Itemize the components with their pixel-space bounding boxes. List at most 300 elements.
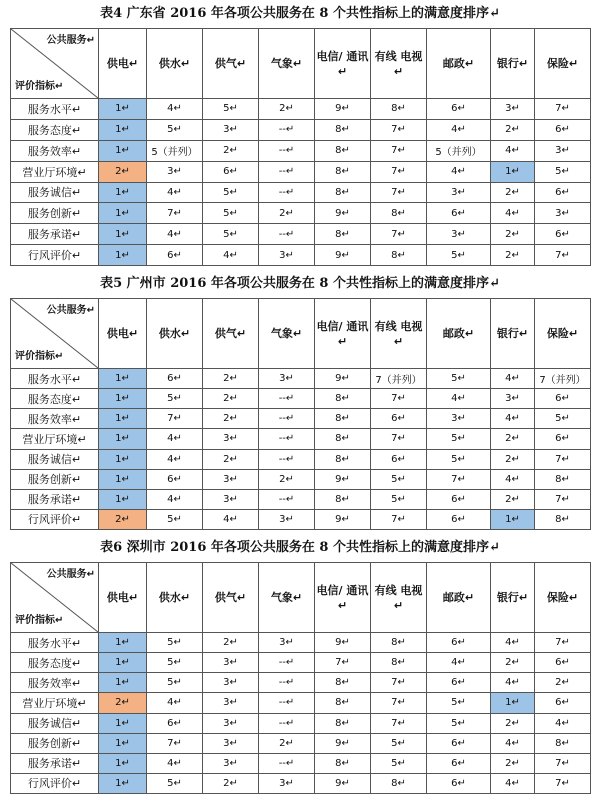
rank-cell: 3↵ (427, 182, 491, 203)
rank-cell: 1↵ (99, 733, 147, 753)
rank-cell: 7↵ (535, 99, 591, 120)
rank-cell: 2↵ (99, 161, 147, 182)
rank-cell: 6↵ (147, 469, 203, 489)
row-label: 行风评价↵ (11, 773, 99, 793)
rank-cell: --↵ (259, 713, 315, 733)
table-row (11, 161, 591, 182)
rank-cell: 6↵ (535, 182, 591, 203)
rank-cell: 6↵ (427, 99, 491, 120)
table-row (11, 633, 591, 653)
column-header: 供气↵ (203, 563, 259, 633)
rank-cell: --↵ (259, 389, 315, 409)
table-row (11, 509, 591, 529)
ranking-table-guangzhou (10, 298, 591, 530)
rank-cell: 6↵ (427, 633, 491, 653)
rank-cell: 2↵ (491, 119, 535, 140)
column-header: 有线 电视↵ (371, 563, 427, 633)
rank-cell: --↵ (259, 182, 315, 203)
rank-cell: 2↵ (203, 773, 259, 793)
column-header: 电信/ 通讯↵ (315, 563, 371, 633)
row-label: 服务态度↵ (11, 389, 99, 409)
table-row (11, 753, 591, 773)
rank-cell: 1↵ (99, 633, 147, 653)
rank-cell: 2↵ (203, 409, 259, 429)
column-header: 保险↵ (535, 299, 591, 369)
rank-cell: --↵ (259, 753, 315, 773)
rank-cell: 2↵ (259, 99, 315, 120)
row-label: 行风评价↵ (11, 245, 99, 266)
rank-cell: 6↵ (535, 653, 591, 673)
rank-cell: 5↵ (371, 753, 427, 773)
rank-cell: 5↵ (203, 99, 259, 120)
header-row (11, 299, 591, 369)
rank-cell: 3↵ (535, 203, 591, 224)
rank-cell: 4↵ (147, 449, 203, 469)
rank-cell: 5↵ (427, 369, 491, 389)
row-label: 服务承诺↵ (11, 753, 99, 773)
rank-cell: 3↵ (203, 469, 259, 489)
rank-cell: 3↵ (427, 409, 491, 429)
rank-cell: 4↵ (203, 509, 259, 529)
rank-cell: 5↵ (535, 161, 591, 182)
rank-cell: 4↵ (147, 753, 203, 773)
rank-cell: 4↵ (491, 140, 535, 161)
rank-cell: 5↵ (147, 119, 203, 140)
rank-cell: 5↵ (427, 713, 491, 733)
rank-cell: 9↵ (315, 245, 371, 266)
rank-cell: 7↵ (535, 633, 591, 653)
rank-cell: 7↵ (371, 119, 427, 140)
rank-cell: 7↵ (147, 203, 203, 224)
rank-cell: 6↵ (371, 449, 427, 469)
table-row (11, 409, 591, 429)
rank-cell: 8↵ (371, 773, 427, 793)
rank-cell: 8↵ (315, 182, 371, 203)
rank-cell: 8↵ (371, 653, 427, 673)
rank-cell: 5↵ (203, 224, 259, 245)
rank-cell: 4↵ (147, 489, 203, 509)
rank-cell: 2↵ (99, 693, 147, 713)
rank-cell: 1↵ (99, 224, 147, 245)
rank-cell: 1↵ (99, 773, 147, 793)
rank-cell: 8↵ (315, 713, 371, 733)
rank-cell: 6↵ (147, 713, 203, 733)
rank-cell: --↵ (259, 409, 315, 429)
rank-cell: 1↵ (99, 429, 147, 449)
table-title: 表6 深圳市 2016 年各项公共服务在 8 个共性指标上的满意度排序↵ (100, 540, 500, 555)
rank-cell: 5↵ (427, 693, 491, 713)
row-label: 行风评价↵ (11, 509, 99, 529)
rank-cell: 5↵ (147, 389, 203, 409)
rank-cell: 6↵ (427, 753, 491, 773)
rank-cell: 9↵ (315, 773, 371, 793)
rank-cell: 4↵ (491, 673, 535, 693)
rank-cell: 4↵ (147, 693, 203, 713)
table-row (11, 369, 591, 389)
corner-header-cell (11, 29, 99, 99)
ranking-table-guangdong (10, 28, 591, 266)
rank-cell: 6↵ (427, 773, 491, 793)
column-header: 有线 电视↵ (371, 29, 427, 99)
rank-cell: 7↵ (535, 773, 591, 793)
column-header: 邮政↵ (427, 29, 491, 99)
row-label: 营业厅环境↵ (11, 693, 99, 713)
rank-cell: 7↵ (371, 389, 427, 409)
rank-cell: 7↵ (371, 224, 427, 245)
corner-label-indicators: 评价指标↵ (15, 81, 64, 92)
column-header: 供气↵ (203, 29, 259, 99)
rank-cell: 7↵ (371, 713, 427, 733)
rank-cell: 8↵ (371, 633, 427, 653)
rank-cell: 7↵ (427, 469, 491, 489)
column-header: 银行↵ (491, 299, 535, 369)
rank-cell: 8↵ (315, 449, 371, 469)
rank-cell: 5↵ (427, 245, 491, 266)
rank-cell: 9↵ (315, 203, 371, 224)
corner-label-indicators: 评价指标↵ (15, 351, 64, 362)
rank-cell: 2↵ (491, 753, 535, 773)
rank-cell: 5↵ (371, 469, 427, 489)
table-row (11, 389, 591, 409)
rank-cell: 3↵ (259, 245, 315, 266)
table-row (11, 653, 591, 673)
rank-cell: --↵ (259, 653, 315, 673)
rank-cell: --↵ (259, 119, 315, 140)
table-row (11, 140, 591, 161)
table-row (11, 489, 591, 509)
table-row (11, 469, 591, 489)
rank-cell: 8↵ (535, 469, 591, 489)
row-label: 服务诚信↵ (11, 182, 99, 203)
row-label: 服务创新↵ (11, 733, 99, 753)
table-row (11, 713, 591, 733)
rank-cell: 1↵ (99, 119, 147, 140)
rank-cell: 4↵ (147, 224, 203, 245)
table-row (11, 429, 591, 449)
rank-cell: 2↵ (535, 673, 591, 693)
table-row (11, 773, 591, 793)
rank-cell: 3↵ (259, 633, 315, 653)
rank-cell: 6↵ (147, 369, 203, 389)
rank-cell: 2↵ (99, 509, 147, 529)
row-label: 服务水平↵ (11, 99, 99, 120)
rank-cell: 1↵ (99, 99, 147, 120)
rank-cell: 3↵ (203, 713, 259, 733)
rank-cell: 5↵ (147, 509, 203, 529)
rank-cell: --↵ (259, 161, 315, 182)
rank-cell: 8↵ (371, 99, 427, 120)
rank-cell: 2↵ (491, 182, 535, 203)
corner-label-services: 公共服务↵ (46, 305, 95, 316)
table-row (11, 119, 591, 140)
row-label: 服务态度↵ (11, 653, 99, 673)
rank-cell: --↵ (259, 224, 315, 245)
rank-cell: 6↵ (147, 245, 203, 266)
table-row (11, 449, 591, 469)
row-label: 服务水平↵ (11, 633, 99, 653)
rank-cell: 8↵ (315, 224, 371, 245)
rank-cell: 7↵ (371, 161, 427, 182)
rank-cell: 4↵ (147, 429, 203, 449)
row-label: 营业厅环境↵ (11, 161, 99, 182)
rank-cell: 2↵ (491, 489, 535, 509)
rank-cell: 8↵ (315, 489, 371, 509)
table-row (11, 693, 591, 713)
rank-cell: 9↵ (315, 509, 371, 529)
rank-cell: 4↵ (491, 469, 535, 489)
row-label: 营业厅环境↵ (11, 429, 99, 449)
rank-cell: 6↵ (427, 733, 491, 753)
rank-cell: 7↵ (371, 673, 427, 693)
rank-cell: 7↵ (371, 693, 427, 713)
rank-cell: 1↵ (99, 653, 147, 673)
table-title: 表4 广东省 2016 年各项公共服务在 8 个共性指标上的满意度排序↵ (100, 6, 500, 21)
column-header: 邮政↵ (427, 299, 491, 369)
rank-cell: 2↵ (491, 449, 535, 469)
column-header: 供电↵ (99, 29, 147, 99)
rank-cell: 4↵ (427, 389, 491, 409)
rank-cell: 9↵ (315, 633, 371, 653)
rank-cell: 4↵ (147, 99, 203, 120)
rank-cell: 7↵ (371, 509, 427, 529)
row-label: 服务创新↵ (11, 203, 99, 224)
row-label: 服务态度↵ (11, 119, 99, 140)
rank-cell: 8↵ (315, 673, 371, 693)
rank-cell: 3↵ (427, 224, 491, 245)
rank-cell: --↵ (259, 140, 315, 161)
rank-cell: --↵ (259, 489, 315, 509)
column-header: 电信/ 通讯↵ (315, 29, 371, 99)
rank-cell: 2↵ (491, 224, 535, 245)
rank-cell: 2↵ (259, 733, 315, 753)
rank-cell: 1↵ (99, 140, 147, 161)
rank-cell: 7↵ (315, 653, 371, 673)
column-header: 保险↵ (535, 29, 591, 99)
header-row (11, 563, 591, 633)
rank-cell: 3↵ (203, 429, 259, 449)
rank-cell: 1↵ (491, 161, 535, 182)
rank-cell: 5（并列） (147, 140, 203, 161)
rank-cell: 8↵ (371, 245, 427, 266)
table-row (11, 203, 591, 224)
rank-cell: 8↵ (315, 389, 371, 409)
rank-cell: 5↵ (147, 673, 203, 693)
column-header: 银行↵ (491, 563, 535, 633)
column-header: 气象↵ (259, 563, 315, 633)
corner-header-cell (11, 299, 99, 369)
column-header: 供水↵ (147, 29, 203, 99)
corner-header-cell (11, 563, 99, 633)
rank-cell: 9↵ (315, 733, 371, 753)
rank-cell: 4↵ (491, 409, 535, 429)
rank-cell: 1↵ (99, 713, 147, 733)
rank-cell: 3↵ (259, 369, 315, 389)
rank-cell: 6↵ (535, 389, 591, 409)
rank-cell: 2↵ (259, 203, 315, 224)
table-title: 表5 广州市 2016 年各项公共服务在 8 个共性指标上的满意度排序↵ (100, 276, 500, 291)
rank-cell: 4↵ (427, 653, 491, 673)
rank-cell: 6↵ (427, 489, 491, 509)
column-header: 供电↵ (99, 563, 147, 633)
rank-cell: 5（并列） (427, 140, 491, 161)
rank-cell: 3↵ (203, 119, 259, 140)
rank-cell: 6↵ (371, 409, 427, 429)
table-row (11, 182, 591, 203)
rank-cell: 5↵ (427, 449, 491, 469)
rank-cell: 1↵ (491, 693, 535, 713)
rank-cell: 4↵ (491, 203, 535, 224)
rank-cell: 1↵ (99, 389, 147, 409)
rank-cell: 9↵ (315, 99, 371, 120)
rank-cell: 3↵ (491, 99, 535, 120)
rank-cell: 2↵ (203, 140, 259, 161)
rank-cell: 3↵ (203, 653, 259, 673)
ranking-table-shenzhen (10, 562, 591, 794)
rank-cell: 5↵ (371, 733, 427, 753)
rank-cell: 5↵ (147, 773, 203, 793)
rank-cell: 2↵ (491, 653, 535, 673)
rank-cell: 5↵ (535, 409, 591, 429)
rank-cell: 2↵ (203, 369, 259, 389)
corner-label-services: 公共服务↵ (46, 35, 95, 46)
rank-cell: 3↵ (259, 509, 315, 529)
table-row (11, 99, 591, 120)
rank-cell: 7↵ (535, 753, 591, 773)
table-row (11, 673, 591, 693)
rank-cell: 7↵ (371, 182, 427, 203)
rank-cell: 1↵ (99, 469, 147, 489)
rank-cell: 2↵ (491, 245, 535, 266)
column-header: 银行↵ (491, 29, 535, 99)
rank-cell: --↵ (259, 449, 315, 469)
rank-cell: 8↵ (315, 429, 371, 449)
rank-cell: 6↵ (427, 673, 491, 693)
rank-cell: 3↵ (535, 140, 591, 161)
rank-cell: 4↵ (427, 119, 491, 140)
rank-cell: 6↵ (535, 429, 591, 449)
rank-cell: 8↵ (315, 140, 371, 161)
table-row (11, 733, 591, 753)
rank-cell: 2↵ (203, 449, 259, 469)
rank-cell: 1↵ (491, 509, 535, 529)
row-label: 服务水平↵ (11, 369, 99, 389)
rank-cell: 7↵ (147, 409, 203, 429)
rank-cell: 1↵ (99, 203, 147, 224)
row-label: 服务诚信↵ (11, 713, 99, 733)
rank-cell: 5↵ (371, 489, 427, 509)
rank-cell: --↵ (259, 693, 315, 713)
corner-label-indicators: 评价指标↵ (15, 615, 64, 626)
column-header: 邮政↵ (427, 563, 491, 633)
rank-cell: 4↵ (203, 245, 259, 266)
rank-cell: 2↵ (491, 429, 535, 449)
rank-cell: 2↵ (491, 713, 535, 733)
row-label: 服务创新↵ (11, 469, 99, 489)
column-header: 电信/ 通讯↵ (315, 299, 371, 369)
rank-cell: 3↵ (203, 753, 259, 773)
rank-cell: 3↵ (203, 673, 259, 693)
rank-cell: 7↵ (147, 733, 203, 753)
rank-cell: 7↵ (535, 489, 591, 509)
row-label: 服务效率↵ (11, 140, 99, 161)
rank-cell: 5↵ (203, 203, 259, 224)
rank-cell: 6↵ (535, 119, 591, 140)
rank-cell: 7↵ (371, 140, 427, 161)
column-header: 供水↵ (147, 299, 203, 369)
rank-cell: 8↵ (315, 409, 371, 429)
row-label: 服务承诺↵ (11, 224, 99, 245)
rank-cell: 7↵ (535, 449, 591, 469)
rank-cell: 7（并列） (371, 369, 427, 389)
rank-cell: 7（并列） (535, 369, 591, 389)
rank-cell: 4↵ (147, 182, 203, 203)
rank-cell: 8↵ (315, 119, 371, 140)
rank-cell: 4↵ (427, 161, 491, 182)
table-row (11, 224, 591, 245)
rank-cell: 3↵ (203, 693, 259, 713)
rank-cell: 3↵ (147, 161, 203, 182)
corner-label-services: 公共服务↵ (46, 569, 95, 580)
column-header: 供水↵ (147, 563, 203, 633)
column-header: 供气↵ (203, 299, 259, 369)
column-header: 气象↵ (259, 299, 315, 369)
row-label: 服务效率↵ (11, 409, 99, 429)
rank-cell: --↵ (259, 429, 315, 449)
rank-cell: --↵ (259, 673, 315, 693)
rank-cell: 1↵ (99, 673, 147, 693)
rank-cell: 3↵ (259, 773, 315, 793)
row-label: 服务承诺↵ (11, 489, 99, 509)
rank-cell: 1↵ (99, 245, 147, 266)
row-label: 服务效率↵ (11, 673, 99, 693)
rank-cell: 8↵ (535, 509, 591, 529)
rank-cell: 3↵ (203, 733, 259, 753)
rank-cell: 1↵ (99, 449, 147, 469)
rank-cell: 2↵ (259, 469, 315, 489)
column-header: 供电↵ (99, 299, 147, 369)
rank-cell: 8↵ (315, 753, 371, 773)
rank-cell: 1↵ (99, 753, 147, 773)
rank-cell: 5↵ (427, 429, 491, 449)
rank-cell: 3↵ (203, 489, 259, 509)
rank-cell: 2↵ (203, 389, 259, 409)
rank-cell: 3↵ (491, 389, 535, 409)
rank-cell: 4↵ (535, 713, 591, 733)
rank-cell: 4↵ (491, 633, 535, 653)
rank-cell: 5↵ (147, 653, 203, 673)
rank-cell: 4↵ (491, 369, 535, 389)
rank-cell: 6↵ (203, 161, 259, 182)
rank-cell: 1↵ (99, 489, 147, 509)
table-row (11, 245, 591, 266)
column-header: 气象↵ (259, 29, 315, 99)
rank-cell: 6↵ (427, 509, 491, 529)
rank-cell: 5↵ (203, 182, 259, 203)
rank-cell: 6↵ (427, 203, 491, 224)
rank-cell: 4↵ (491, 773, 535, 793)
rank-cell: 6↵ (535, 224, 591, 245)
rank-cell: 9↵ (315, 369, 371, 389)
rank-cell: 7↵ (371, 429, 427, 449)
rank-cell: 8↵ (371, 203, 427, 224)
column-header: 保险↵ (535, 563, 591, 633)
rank-cell: 1↵ (99, 409, 147, 429)
rank-cell: 5↵ (147, 633, 203, 653)
rank-cell: 8↵ (535, 733, 591, 753)
column-header: 有线 电视↵ (371, 299, 427, 369)
rank-cell: 6↵ (535, 693, 591, 713)
rank-cell: 8↵ (315, 693, 371, 713)
